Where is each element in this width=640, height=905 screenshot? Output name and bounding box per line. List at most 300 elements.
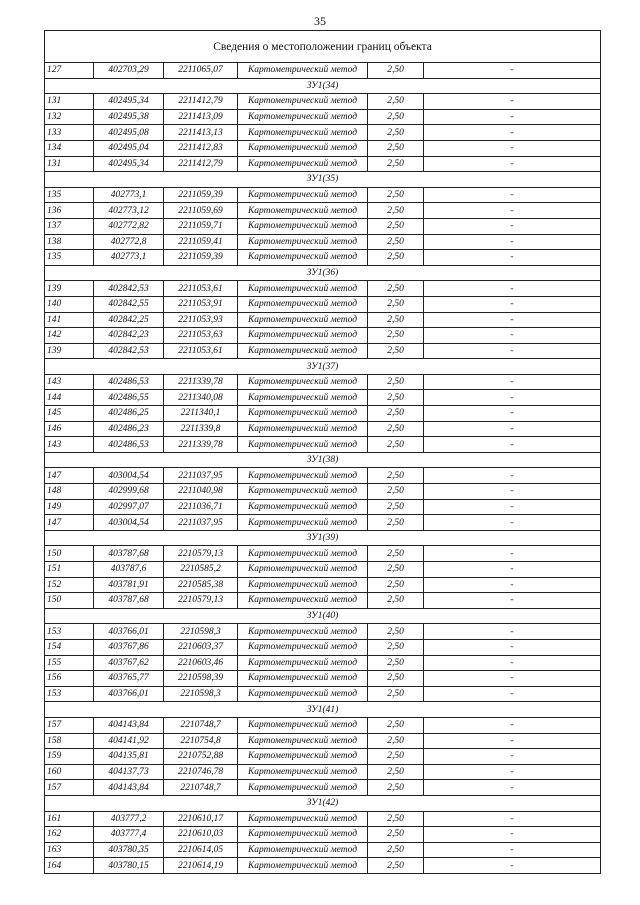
table-row <box>45 296 601 312</box>
method: Картометрический метод <box>238 312 368 328</box>
coord-y: 2210603,37 <box>164 639 238 655</box>
description: - <box>424 281 601 297</box>
table-row <box>45 281 601 297</box>
description: - <box>424 140 601 156</box>
method: Картометрический метод <box>238 187 368 203</box>
coord-x: 402486,23 <box>94 421 164 437</box>
description: - <box>424 842 601 858</box>
table-row <box>45 156 601 172</box>
group-row <box>45 265 601 281</box>
table-row <box>45 234 601 250</box>
coord-y: 2210614,19 <box>164 858 238 874</box>
coord-y: 2211412,79 <box>164 94 238 110</box>
coord-x: 402495,34 <box>94 94 164 110</box>
method: Картометрический метод <box>238 421 368 437</box>
table-row <box>45 593 601 609</box>
point-number: 140 <box>45 296 94 312</box>
coord-y: 2210579,13 <box>164 593 238 609</box>
table-row <box>45 546 601 562</box>
coord-y: 2211040,98 <box>164 484 238 500</box>
method: Картометрический метод <box>238 546 368 562</box>
point-number: 145 <box>45 406 94 422</box>
coord-y: 2211340,08 <box>164 390 238 406</box>
description: - <box>424 827 601 843</box>
coord-x: 403777,2 <box>94 811 164 827</box>
accuracy: 2,50 <box>368 686 424 702</box>
accuracy: 2,50 <box>368 749 424 765</box>
description: - <box>424 63 601 79</box>
point-number: 134 <box>45 140 94 156</box>
group-row <box>45 795 601 811</box>
accuracy: 2,50 <box>368 499 424 515</box>
table-header-row <box>45 31 601 63</box>
table-row <box>45 250 601 266</box>
group-row <box>45 78 601 94</box>
coord-x: 403767,86 <box>94 639 164 655</box>
group-row <box>45 359 601 375</box>
table-row <box>45 671 601 687</box>
point-number: 147 <box>45 468 94 484</box>
accuracy: 2,50 <box>368 406 424 422</box>
point-number: 146 <box>45 421 94 437</box>
description: - <box>424 484 601 500</box>
method: Картометрический метод <box>238 125 368 141</box>
accuracy: 2,50 <box>368 827 424 843</box>
coord-y: 2210748,7 <box>164 717 238 733</box>
coord-y: 2211340,1 <box>164 406 238 422</box>
point-number: 136 <box>45 203 94 219</box>
point-number: 138 <box>45 234 94 250</box>
description: - <box>424 468 601 484</box>
coord-y: 2211053,61 <box>164 281 238 297</box>
accuracy: 2,50 <box>368 780 424 796</box>
coord-y: 2211059,41 <box>164 234 238 250</box>
coord-y: 2210579,13 <box>164 546 238 562</box>
coord-x: 403787,6 <box>94 562 164 578</box>
method: Картометрический метод <box>238 406 368 422</box>
method: Картометрический метод <box>238 281 368 297</box>
table-row <box>45 374 601 390</box>
point-number: 159 <box>45 749 94 765</box>
accuracy: 2,50 <box>368 468 424 484</box>
coord-x: 403766,01 <box>94 624 164 640</box>
point-number: 153 <box>45 686 94 702</box>
method: Картометрический метод <box>238 156 368 172</box>
coord-x: 402495,38 <box>94 109 164 125</box>
coord-x: 403787,68 <box>94 546 164 562</box>
coord-y: 2211412,83 <box>164 140 238 156</box>
group-title: ЗУ1(38) <box>45 452 601 468</box>
description: - <box>424 624 601 640</box>
method: Картометрический метод <box>238 811 368 827</box>
coord-x: 404137,73 <box>94 764 164 780</box>
point-number: 152 <box>45 577 94 593</box>
coord-y: 2210610,03 <box>164 827 238 843</box>
accuracy: 2,50 <box>368 421 424 437</box>
coord-y: 2211339,78 <box>164 374 238 390</box>
accuracy: 2,50 <box>368 296 424 312</box>
accuracy: 2,50 <box>368 218 424 234</box>
group-title: ЗУ1(36) <box>45 265 601 281</box>
accuracy: 2,50 <box>368 328 424 344</box>
description: - <box>424 156 601 172</box>
method: Картометрический метод <box>238 390 368 406</box>
accuracy: 2,50 <box>368 63 424 79</box>
point-number: 162 <box>45 827 94 843</box>
point-number: 139 <box>45 281 94 297</box>
point-number: 131 <box>45 156 94 172</box>
coord-x: 403787,68 <box>94 593 164 609</box>
coord-y: 2210585,2 <box>164 562 238 578</box>
table-row <box>45 328 601 344</box>
description: - <box>424 109 601 125</box>
accuracy: 2,50 <box>368 281 424 297</box>
group-title: ЗУ1(39) <box>45 530 601 546</box>
method: Картометрический метод <box>238 484 368 500</box>
table-row <box>45 312 601 328</box>
accuracy: 2,50 <box>368 639 424 655</box>
description: - <box>424 218 601 234</box>
method: Картометрический метод <box>238 468 368 484</box>
point-number: 127 <box>45 63 94 79</box>
coord-x: 402997,07 <box>94 499 164 515</box>
point-number: 149 <box>45 499 94 515</box>
description: - <box>424 655 601 671</box>
method: Картометрический метод <box>238 109 368 125</box>
point-number: 137 <box>45 218 94 234</box>
group-title: ЗУ1(35) <box>45 172 601 188</box>
coord-y: 2211053,63 <box>164 328 238 344</box>
table-row <box>45 203 601 219</box>
accuracy: 2,50 <box>368 437 424 453</box>
accuracy: 2,50 <box>368 764 424 780</box>
coord-x: 402842,25 <box>94 312 164 328</box>
description: - <box>424 390 601 406</box>
table-row <box>45 109 601 125</box>
coord-x: 404135,81 <box>94 749 164 765</box>
coord-y: 2210598,3 <box>164 686 238 702</box>
accuracy: 2,50 <box>368 203 424 219</box>
description: - <box>424 546 601 562</box>
accuracy: 2,50 <box>368 187 424 203</box>
point-number: 153 <box>45 624 94 640</box>
method: Картометрический метод <box>238 655 368 671</box>
description: - <box>424 717 601 733</box>
accuracy: 2,50 <box>368 562 424 578</box>
description: - <box>424 671 601 687</box>
description: - <box>424 562 601 578</box>
coord-x: 402703,29 <box>94 63 164 79</box>
table-row <box>45 624 601 640</box>
point-number: 143 <box>45 374 94 390</box>
accuracy: 2,50 <box>368 390 424 406</box>
coord-y: 2211413,13 <box>164 125 238 141</box>
accuracy: 2,50 <box>368 125 424 141</box>
accuracy: 2,50 <box>368 374 424 390</box>
point-number: 144 <box>45 390 94 406</box>
accuracy: 2,50 <box>368 234 424 250</box>
coord-y: 2211053,61 <box>164 343 238 359</box>
coord-y: 2211059,69 <box>164 203 238 219</box>
coord-y: 2211059,39 <box>164 250 238 266</box>
accuracy: 2,50 <box>368 156 424 172</box>
accuracy: 2,50 <box>368 624 424 640</box>
table-row <box>45 749 601 765</box>
boundary-table-body <box>45 31 601 874</box>
table-row <box>45 858 601 874</box>
method: Картометрический метод <box>238 94 368 110</box>
point-number: 157 <box>45 780 94 796</box>
coord-y: 2211037,95 <box>164 468 238 484</box>
description: - <box>424 764 601 780</box>
method: Картометрический метод <box>238 515 368 531</box>
description: - <box>424 296 601 312</box>
accuracy: 2,50 <box>368 733 424 749</box>
coord-y: 2211059,71 <box>164 218 238 234</box>
method: Картометрический метод <box>238 764 368 780</box>
point-number: 150 <box>45 546 94 562</box>
coord-x: 402773,12 <box>94 203 164 219</box>
accuracy: 2,50 <box>368 717 424 733</box>
method: Картометрический метод <box>238 749 368 765</box>
accuracy: 2,50 <box>368 94 424 110</box>
coord-x: 402486,53 <box>94 437 164 453</box>
point-number: 133 <box>45 125 94 141</box>
description: - <box>424 811 601 827</box>
method: Картометрический метод <box>238 296 368 312</box>
description: - <box>424 250 601 266</box>
accuracy: 2,50 <box>368 671 424 687</box>
point-number: 139 <box>45 343 94 359</box>
description: - <box>424 125 601 141</box>
table-row <box>45 125 601 141</box>
table-row <box>45 717 601 733</box>
accuracy: 2,50 <box>368 546 424 562</box>
table-row <box>45 686 601 702</box>
table-row <box>45 780 601 796</box>
group-row <box>45 608 601 624</box>
boundary-table <box>44 30 601 874</box>
coord-x: 403780,15 <box>94 858 164 874</box>
description: - <box>424 328 601 344</box>
description: - <box>424 437 601 453</box>
group-title: ЗУ1(42) <box>45 795 601 811</box>
group-row <box>45 172 601 188</box>
table-row <box>45 764 601 780</box>
table-row <box>45 390 601 406</box>
coord-y: 2210585,38 <box>164 577 238 593</box>
description: - <box>424 515 601 531</box>
method: Картометрический метод <box>238 140 368 156</box>
point-number: 132 <box>45 109 94 125</box>
coord-x: 402773,1 <box>94 250 164 266</box>
description: - <box>424 593 601 609</box>
group-title: ЗУ1(41) <box>45 702 601 718</box>
coord-x: 403765,77 <box>94 671 164 687</box>
description: - <box>424 577 601 593</box>
method: Картометрический метод <box>238 717 368 733</box>
coord-y: 2210754,8 <box>164 733 238 749</box>
point-number: 156 <box>45 671 94 687</box>
table-row <box>45 733 601 749</box>
method: Картометрический метод <box>238 234 368 250</box>
coord-y: 2211413,09 <box>164 109 238 125</box>
coord-y: 2210746,78 <box>164 764 238 780</box>
method: Картометрический метод <box>238 593 368 609</box>
point-number: 142 <box>45 328 94 344</box>
point-number: 143 <box>45 437 94 453</box>
table-row <box>45 577 601 593</box>
accuracy: 2,50 <box>368 811 424 827</box>
point-number: 141 <box>45 312 94 328</box>
accuracy: 2,50 <box>368 312 424 328</box>
accuracy: 2,50 <box>368 842 424 858</box>
coord-x: 404141,92 <box>94 733 164 749</box>
method: Картометрический метод <box>238 203 368 219</box>
accuracy: 2,50 <box>368 250 424 266</box>
coord-x: 403766,01 <box>94 686 164 702</box>
coord-x: 402495,04 <box>94 140 164 156</box>
point-number: 164 <box>45 858 94 874</box>
point-number: 161 <box>45 811 94 827</box>
page-number: 35 <box>314 14 326 28</box>
point-number: 147 <box>45 515 94 531</box>
table-row <box>45 499 601 515</box>
coord-y: 2211339,8 <box>164 421 238 437</box>
table-row <box>45 827 601 843</box>
method: Картометрический метод <box>238 343 368 359</box>
coord-y: 2210614,05 <box>164 842 238 858</box>
table-row <box>45 484 601 500</box>
point-number: 150 <box>45 593 94 609</box>
table-row <box>45 515 601 531</box>
method: Картометрический метод <box>238 562 368 578</box>
group-row <box>45 452 601 468</box>
table-row <box>45 94 601 110</box>
table-row <box>45 811 601 827</box>
point-number: 148 <box>45 484 94 500</box>
accuracy: 2,50 <box>368 343 424 359</box>
coord-x: 402842,53 <box>94 281 164 297</box>
description: - <box>424 733 601 749</box>
coord-x: 403777,4 <box>94 827 164 843</box>
accuracy: 2,50 <box>368 515 424 531</box>
point-number: 160 <box>45 764 94 780</box>
point-number: 154 <box>45 639 94 655</box>
coord-y: 2211059,39 <box>164 187 238 203</box>
point-number: 157 <box>45 717 94 733</box>
description: - <box>424 343 601 359</box>
coord-y: 2211339,78 <box>164 437 238 453</box>
method: Картометрический метод <box>238 577 368 593</box>
table-row <box>45 655 601 671</box>
point-number: 131 <box>45 94 94 110</box>
coord-x: 403004,54 <box>94 468 164 484</box>
group-row <box>45 702 601 718</box>
description: - <box>424 858 601 874</box>
coord-x: 403780,35 <box>94 842 164 858</box>
coord-y: 2210748,7 <box>164 780 238 796</box>
accuracy: 2,50 <box>368 577 424 593</box>
coord-y: 2211412,79 <box>164 156 238 172</box>
coord-x: 403781,91 <box>94 577 164 593</box>
method: Картометрический метод <box>238 686 368 702</box>
accuracy: 2,50 <box>368 858 424 874</box>
method: Картометрический метод <box>238 328 368 344</box>
accuracy: 2,50 <box>368 593 424 609</box>
table-row <box>45 437 601 453</box>
method: Картометрический метод <box>238 827 368 843</box>
description: - <box>424 312 601 328</box>
point-number: 151 <box>45 562 94 578</box>
accuracy: 2,50 <box>368 655 424 671</box>
method: Картометрический метод <box>238 639 368 655</box>
table-row <box>45 639 601 655</box>
coord-y: 2210598,3 <box>164 624 238 640</box>
group-title: ЗУ1(34) <box>45 78 601 94</box>
table-row <box>45 187 601 203</box>
method: Картометрический метод <box>238 250 368 266</box>
method: Картометрический метод <box>238 499 368 515</box>
coord-y: 2211036,71 <box>164 499 238 515</box>
table-row <box>45 842 601 858</box>
description: - <box>424 499 601 515</box>
table-row <box>45 218 601 234</box>
point-number: 135 <box>45 187 94 203</box>
coord-y: 2211053,91 <box>164 296 238 312</box>
point-number: 155 <box>45 655 94 671</box>
coord-x: 402842,53 <box>94 343 164 359</box>
coord-x: 402999,68 <box>94 484 164 500</box>
group-row <box>45 530 601 546</box>
coord-x: 402486,25 <box>94 406 164 422</box>
method: Картометрический метод <box>238 842 368 858</box>
group-title: ЗУ1(37) <box>45 359 601 375</box>
description: - <box>424 780 601 796</box>
table-row <box>45 63 601 79</box>
accuracy: 2,50 <box>368 109 424 125</box>
description: - <box>424 203 601 219</box>
description: - <box>424 639 601 655</box>
coord-x: 402842,23 <box>94 328 164 344</box>
coord-x: 404143,84 <box>94 717 164 733</box>
method: Картометрический метод <box>238 374 368 390</box>
method: Картометрический метод <box>238 780 368 796</box>
coord-y: 2211065,07 <box>164 63 238 79</box>
method: Картометрический метод <box>238 624 368 640</box>
coord-x: 402773,1 <box>94 187 164 203</box>
description: - <box>424 421 601 437</box>
accuracy: 2,50 <box>368 484 424 500</box>
coord-x: 402495,08 <box>94 125 164 141</box>
description: - <box>424 749 601 765</box>
table-row <box>45 140 601 156</box>
point-number: 163 <box>45 842 94 858</box>
description: - <box>424 187 601 203</box>
point-number: 135 <box>45 250 94 266</box>
coord-y: 2210598,39 <box>164 671 238 687</box>
table-row <box>45 406 601 422</box>
method: Картометрический метод <box>238 733 368 749</box>
coord-y: 2210603,46 <box>164 655 238 671</box>
description: - <box>424 374 601 390</box>
method: Картометрический метод <box>238 437 368 453</box>
coord-y: 2210610,17 <box>164 811 238 827</box>
coord-y: 2211037,95 <box>164 515 238 531</box>
coord-x: 404143,84 <box>94 780 164 796</box>
method: Картометрический метод <box>238 63 368 79</box>
description: - <box>424 406 601 422</box>
